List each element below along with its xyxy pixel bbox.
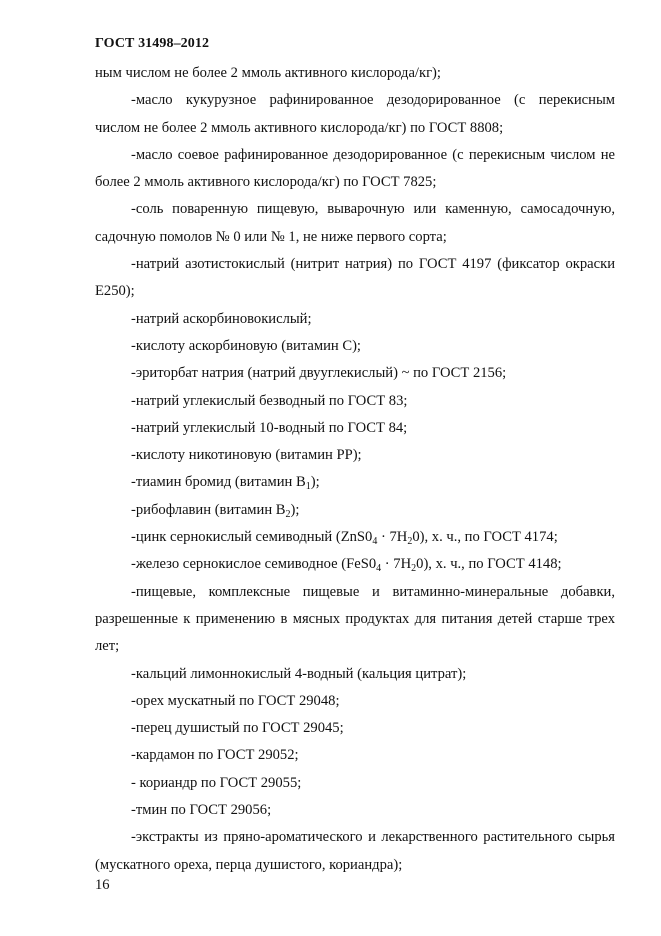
list-item-calcium-citrate: -кальций лимоннокислый 4-водный (кальция цитрат); [131, 665, 467, 682]
subscript: 2 [411, 563, 417, 575]
list-item-iron-sulfate [95, 551, 615, 578]
text-fragment: -цинк сернокислый семиводный (ZnS0 [131, 529, 373, 546]
text-fragment: ); [290, 501, 300, 518]
subscript: 2 [407, 536, 413, 548]
document-body [95, 60, 615, 879]
subscript: 1 [305, 481, 311, 493]
list-item-salt: -соль поваренную пищевую, выварочную или каменную, самосадочную, садочную помолов № 0 или № 1, не ниже первого сорта; [95, 201, 615, 245]
list-item-nutmeg: -орех мускатный по ГОСТ 29048; [131, 692, 340, 709]
text-fragment: 0), х. ч., по ГОСТ 4148; [416, 556, 562, 573]
text-fragment: · 7H [377, 529, 408, 546]
subscript: 4 [372, 536, 378, 548]
list-item-corn-oil: -масло кукурузное рафинированное дезодорированное (с перекисным числом не более 2 ммоль активного кислорода/кг) по ГОСТ 8808; [95, 92, 615, 136]
list-item-cardamom: -кардамон по ГОСТ 29052; [131, 747, 299, 764]
list-item-ascorbic-acid: -кислоту аскорбиновую (витамин С); [131, 337, 361, 354]
list-item-food-additives: -пищевые, комплексные пищевые и витаминно-минеральные добавки, разрешенные к применению в мясных продуктах для питания детей старше трех лет; [95, 583, 615, 655]
list-item-zinc-sulfate [95, 524, 615, 551]
subscript: 2 [285, 508, 291, 520]
text-fragment: -железо сернокислое семиводное (FeS0 [131, 556, 377, 573]
list-item-sodium-carbonate-decahydrate: -натрий углекислый 10-водный по ГОСТ 84; [131, 419, 408, 436]
subscript: 4 [376, 563, 382, 575]
text-fragment: ); [310, 474, 320, 491]
list-item-allspice: -перец душистый по ГОСТ 29045; [131, 720, 344, 737]
list-item-riboflavin [95, 497, 615, 524]
list-item-sodium-ascorbate: -натрий аскорбиновокислый; [131, 310, 312, 327]
text-fragment: -тиамин бромид (витамин В [131, 474, 306, 491]
list-item-coriander: - кориандр по ГОСТ 29055; [131, 774, 302, 791]
text-fragment: -рибофлавин (витамин В [131, 501, 286, 518]
list-item-sodium-carbonate-anhydrous: -натрий углекислый безводный по ГОСТ 83; [131, 392, 408, 409]
list-item-sodium-erythorbate: -эриторбат натрия (натрий двууглекислый) ~ по ГОСТ 2156; [131, 365, 507, 382]
list-item-sodium-nitrite: -натрий азотистокислый (нитрит натрия) по ГОСТ 4197 (фиксатор окраски Е250); [95, 256, 615, 300]
paragraph-continuation: ным числом не более 2 ммоль активного кислорода/кг); [95, 65, 441, 81]
list-item-soy-oil: -масло соевое рафинированное дезодорированное (с перекисным числом не более 2 ммоль активного кислорода/кг) по ГОСТ 7825; [95, 146, 615, 191]
page-number: 16 [95, 877, 110, 893]
list-item-extracts: -экстракты из пряно-ароматического и лекарственного растительного сырья (мускатного ореха, перца душистого, кориандра); [95, 829, 615, 873]
text-fragment: 0), х. ч., по ГОСТ 4174; [412, 529, 558, 546]
text-fragment: · 7H [381, 556, 412, 573]
list-item-nicotinic-acid: -кислоту никотиновую (витамин РР); [131, 447, 362, 464]
list-item-thiamine-bromide [95, 469, 615, 496]
document-header: ГОСТ 31498–2012 [95, 36, 210, 51]
list-item-cumin: -тмин по ГОСТ 29056; [131, 802, 272, 819]
